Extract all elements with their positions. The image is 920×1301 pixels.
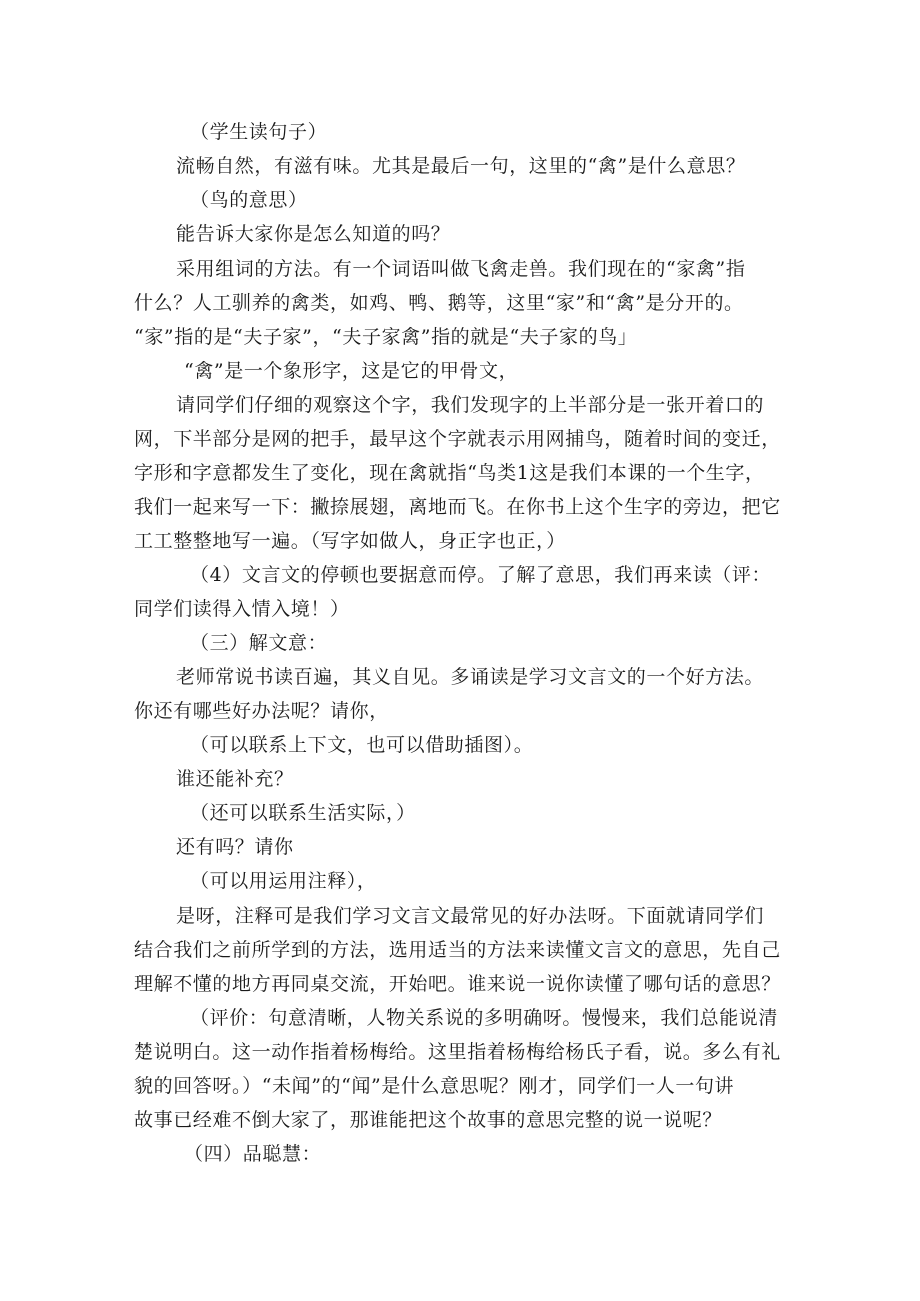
text-line: （学生读句子）: [190, 121, 328, 143]
text-line: 结合我们之前所学到的方法，选用适当的方法来读懂文言文的意思，先自己: [134, 939, 781, 961]
text-line: 请同学们仔细的观察这个字，我们发现字的上半部分是一张开着口的: [176, 394, 765, 416]
text-line: （可以联系上下文，也可以借助插图）。: [190, 734, 534, 756]
section-heading: （三）解文意：: [190, 632, 328, 654]
text-line: 还有吗？请你: [176, 836, 294, 858]
text-line: “禽”是一个象形字，这是它的甲骨文，: [184, 360, 519, 382]
text-line: 流畅自然，有滋有味。尤其是最后一句，这里的“禽”是什么意思？: [176, 155, 746, 177]
text-line: （评价：句意清晰，人物关系说的多明确呀。慢慢来，我们总能说清: [190, 1007, 779, 1029]
text-line: 工工整整地写一遍。（写字如做人，身正字也正，）: [134, 530, 566, 552]
text-line: 理解不懂的地方再同桌交流，开始吧。谁来说一说你读懂了哪句话的意思？: [134, 973, 781, 995]
text-line: 楚说明白。这一动作指着杨梅给。这里指着杨梅给杨氏子看，说。多么有礼: [134, 1041, 781, 1063]
text-line: 故事已经难不倒大家了，那谁能把这个故事的意思完整的说一说呢？: [134, 1109, 723, 1131]
text-line: 你还有哪些好办法呢？请你，: [134, 700, 389, 722]
text-line: “家”指的是“夫子家”，“夫子家禽”指的就是“夫子家的鸟」: [134, 326, 638, 348]
text-line: 采用组词的方法。有一个词语叫做飞禽走兽。我们现在的“家禽”指: [176, 258, 746, 280]
text-line: 是呀，注释可是我们学习文言文最常见的好办法呀。下面就请同学们: [176, 905, 765, 927]
text-line: （还可以联系生活实际，）: [190, 802, 416, 824]
text-line: （鸟的意思）: [190, 189, 308, 211]
text-line: 同学们读得入情入境！）: [134, 598, 350, 620]
text-line: 字形和字意都发生了变化，现在禽就指“鸟类1这是我们本课的一个生字，: [134, 462, 765, 484]
text-line: 我们一起来写一下：撇捺展翅，离地而飞。在你书上这个生字的旁边，把它: [134, 496, 781, 518]
text-line: 网，下半部分是网的把手，最早这个字就表示用网捕鸟，随着时间的变迁，: [134, 428, 781, 450]
text-line: （4）文言文的停顿也要据意而停。了解了意思，我们再来读（评：: [190, 564, 772, 586]
text-line: （可以用运用注释），: [190, 870, 377, 892]
text-line: 老师常说书读百遍，其义自见。多诵读是学习文言文的一个好方法。: [176, 666, 765, 688]
section-heading: （四）品聪慧：: [184, 1143, 322, 1165]
text-line: 能告诉大家你是怎么知道的吗？: [176, 223, 451, 245]
text-line: 貌的回答呀。）“未闻”的“闻”是什么意思呢？刚才，同学们一人一句讲: [134, 1075, 735, 1097]
text-line: 什么？人工驯养的禽类，如鸡、鸭、鹅等，这里“家”和“禽”是分开的。: [134, 292, 744, 314]
text-line: 谁还能补充？: [176, 768, 294, 790]
